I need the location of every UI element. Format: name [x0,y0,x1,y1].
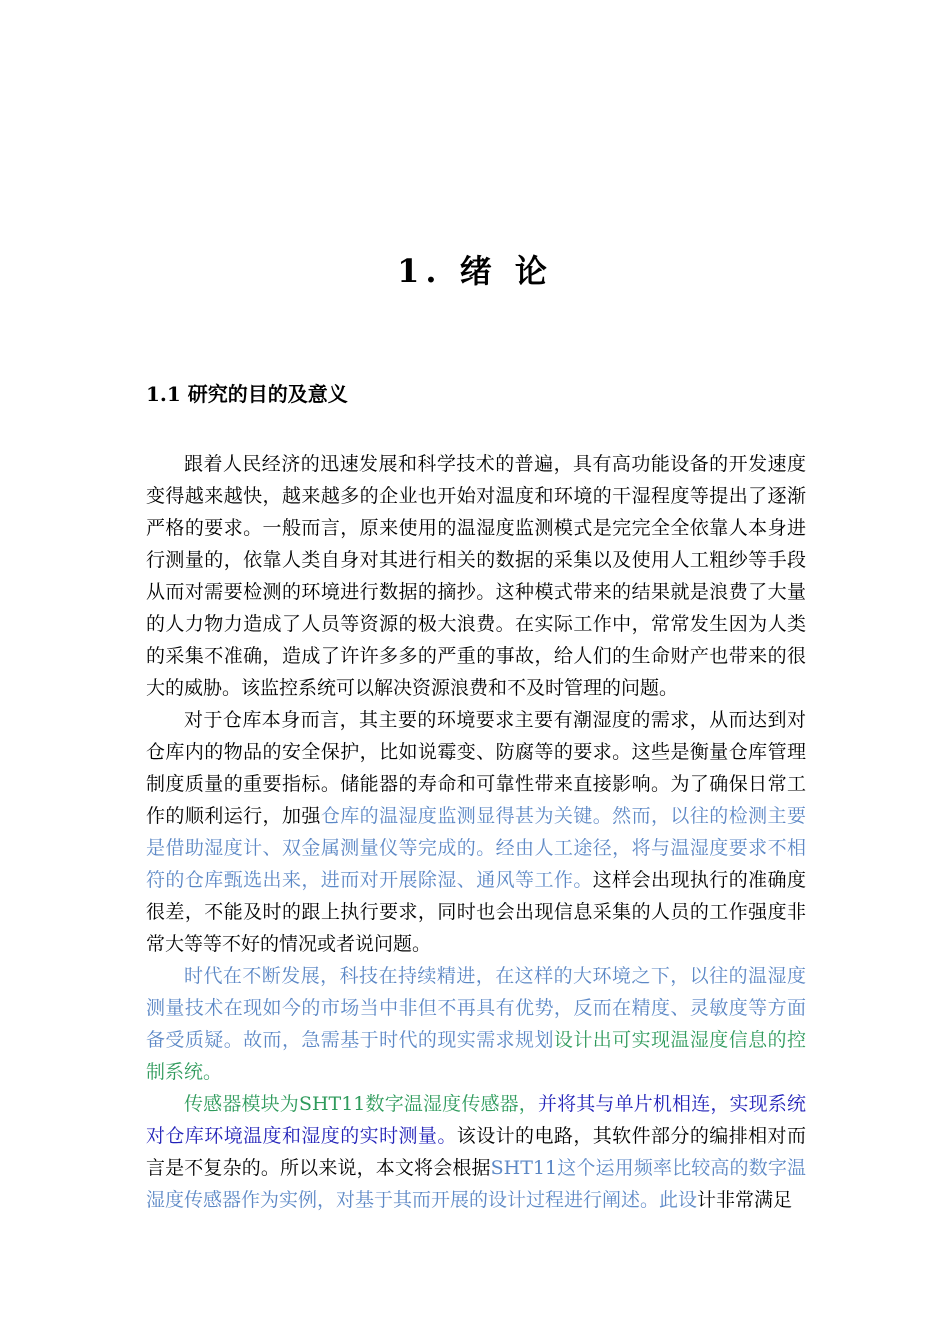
paragraph [146,960,806,1088]
highlighted-text-run: 并将其与单片机相连，实现系统对仓库环境温度和湿度的实时测量。 [146,1093,806,1147]
text-run: 对于仓库本身而言，其主要的环境要求主要有潮湿度的需求，从而达到对仓库内的物品的安全保护，比如说霉变、防腐等的要求。这些是衡量仓库管理制度质量的重要指标。储能器的寿命和可靠性带来直接影响。为了确保日常工作的顺利运行，加强 [146,709,806,827]
highlighted-text-run: 设计出可实现温湿度信息的控制系统。 [146,1029,806,1083]
highlighted-text-run: 时代在不断发展，科技在持续精进，在这样的大环境之下，以往的温湿度测量技术在现如今的市场当中非但不再具有优势，反而在精度、灵敏度等方面备受质疑。故而，急需基于时代的现实需求规划 [146,965,806,1051]
body-text [146,448,806,1216]
highlighted-text-run: 传感器模块为SHT11数字温湿度传感器， [184,1093,538,1115]
text-run: 跟着人民经济的迅速发展和科学技术的普遍，具有高功能设备的开发速度变得越来越快，越来越多的企业也开始对温度和环境的干湿程度等提出了逐渐严格的要求。一般而言，原来使用的温湿度监测模式是完完全全依靠人本身进行测量的，依靠人类自身对其进行相关的数据的采集以及使用人工粗纱等手段从而对需要检测的环境进行数据的摘抄。这种模式带来的结果就是浪费了大量的人力物力造成了人员等资源的极大浪费。在实际工作中，常常发生因为人类的采集不准确，造成了许许多多的严重的事故，给人们的生命财产也带来的很大的威胁。该监控系统可以解决资源浪费和不及时管理的问题。 [146,453,806,699]
paragraph [146,704,806,960]
highlighted-text-run: 仓库的温湿度监测显得甚为关键。然而，以往的检测主要是借助湿度计、双金属测量仪等完成的。经由人工途径，将与温湿度要求不相符的仓库甄选出来，进而对开展除湿、通风等工作。 [146,805,806,891]
text-run: 该设计的电路，其软件部分的编排相对而言是不复杂的。所以来说，本文将会根据 [146,1125,806,1179]
paragraph [146,448,806,704]
text-run: 计非常满足 [697,1189,793,1211]
highlighted-text-run: SHT11这个运用频率比较高的数字温湿度传感器作为实例，对基于其而开展的设计过程进行阐述。此设 [146,1157,806,1211]
section-title: 1.1 研究的目的及意义 [146,382,348,406]
chapter-title: 1. 绪 论 [397,252,553,290]
text-run: 这样会出现执行的准确度很差，不能及时的跟上执行要求，同时也会出现信息采集的人员的工作强度非常大等等不好的情况或者说问题。 [146,869,806,955]
paragraph [146,1088,806,1216]
